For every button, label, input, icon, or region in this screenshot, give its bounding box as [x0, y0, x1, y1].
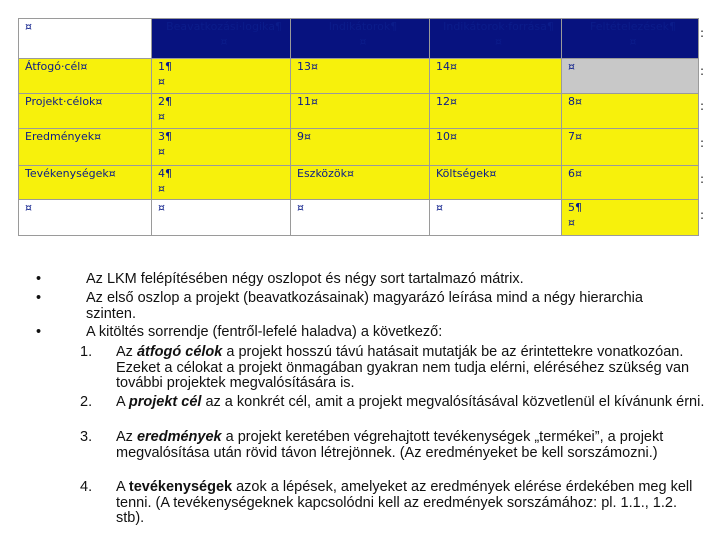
list-number: 2.: [80, 394, 93, 410]
table-cell: 6¤: [562, 166, 699, 200]
table-cell: 14¤: [430, 59, 562, 94]
table-row: [19, 166, 699, 200]
list-number: 1.: [80, 344, 93, 360]
end-of-row-mark: :: [700, 64, 705, 78]
bullet: •: [36, 290, 42, 306]
bullet-text: Az első oszlop a projekt (beavatkozásainak) magyarázó leírása mind a négy hierarchia szinten.: [86, 290, 643, 322]
bullet: •: [36, 271, 42, 287]
table-cell: 5¶ ¤: [562, 200, 699, 236]
header-row: [19, 19, 699, 59]
table-row: [19, 59, 699, 94]
table-cell: 4¶ ¤: [152, 166, 291, 200]
corner-cell: ¤: [19, 19, 152, 59]
end-of-row-mark: :: [700, 172, 705, 186]
table-cell: ¤: [152, 200, 291, 236]
row-header-activities: Tevékenységek¤: [19, 166, 152, 200]
table-cell: 9¤: [291, 129, 430, 166]
header-assumptions: Feltételezések¶ ¤: [562, 19, 699, 59]
table-row: [19, 200, 699, 236]
header-intervention-logic: Beavatkozási·logika¶ ¤: [152, 19, 291, 59]
table-cell: 13¤: [291, 59, 430, 94]
row-header-overall-goal: Átfogó·cél¤: [19, 59, 152, 94]
end-of-row-mark: :: [700, 26, 705, 40]
table-cell: 8¤: [562, 94, 699, 129]
end-of-row-mark: :: [700, 208, 705, 222]
bullet-text: A kitöltés sorrendje (fentről-lefelé haladva) a következő:: [86, 324, 443, 340]
table-cell: 1¶ ¤: [152, 59, 291, 94]
end-of-row-mark: :: [700, 136, 705, 150]
table-cell: Eszközök¤: [291, 166, 430, 200]
table-cell: ¤: [430, 200, 562, 236]
end-of-row-mark: :: [700, 99, 705, 113]
table-cell: 10¤: [430, 129, 562, 166]
table-cell: ¤: [291, 200, 430, 236]
table-cell: 3¶ ¤: [152, 129, 291, 166]
list-item: Az eredmények a projekt keretében végrehajtott tevékenységek „termékei”, a projekt megvalósítása után rövid távon létrejönnek. (Az eredményeket be kell sorszámozni.): [116, 429, 664, 461]
list-item: A tevékenységek azok a lépések, amelyeket az eredmények elérése érdekében meg kell tenni. (A tevékenységeknek kapcsolódni kell az eredmények sorszámához: pl. 1.1., 1.2. stb).: [116, 479, 693, 527]
table-cell: 12¤: [430, 94, 562, 129]
table-cell: ¤: [19, 200, 152, 236]
table-row: [19, 129, 699, 166]
table-cell: 2¶ ¤: [152, 94, 291, 129]
table-row: [19, 94, 699, 129]
logframe-table: [18, 18, 699, 236]
list-number: 3.: [80, 429, 93, 445]
list-item: A projekt cél az a konkrét cél, amit a projekt megvalósításával közvetlenül el kívánunk érni.: [116, 394, 705, 410]
header-indicators: Indikátorok¶ ¤: [291, 19, 430, 59]
table-cell: 7¤: [562, 129, 699, 166]
row-header-results: Eredmények¤: [19, 129, 152, 166]
row-header-project-goals: Projekt·célok¤: [19, 94, 152, 129]
list-number: 4.: [80, 479, 93, 495]
table-cell: 11¤: [291, 94, 430, 129]
header-indicator-sources: Indikátorok·forrása¶ ¤: [430, 19, 562, 59]
table-cell: ¤: [562, 59, 699, 94]
table-cell: Költségek¤: [430, 166, 562, 200]
bullet: •: [36, 324, 42, 340]
bullet-text: Az LKM felépítésében négy oszlopot és négy sort tartalmazó mátrix.: [86, 271, 524, 287]
list-item: Az átfogó célok a projekt hosszú távú hatásait mutatják be az érintettekre vonatkozóan. Ezeket a célokat a projekt önmagában gyakran nem tudja elérni, eléréséhez szükség van további projektek megvalósítására is.: [116, 344, 690, 392]
